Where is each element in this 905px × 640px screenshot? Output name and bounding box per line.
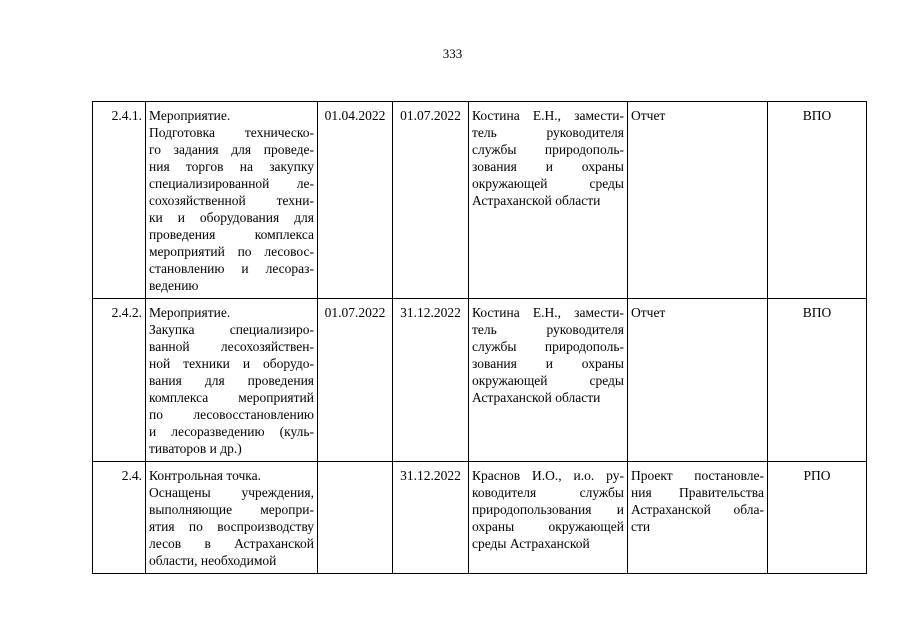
result-document-line: сти (631, 519, 651, 534)
result-document-line: Проект постановле- (631, 468, 764, 483)
item-description-line: ванной лесохозяйствен- (149, 339, 314, 354)
responsible-person (469, 102, 628, 299)
result-document (628, 299, 768, 462)
responsible-person-line: ководителя службы (472, 485, 624, 500)
responsible-person (469, 462, 628, 574)
end-date (393, 299, 469, 462)
table-row (93, 102, 867, 299)
item-number-text: 2.4.1. (111, 108, 142, 123)
item-description-line: ятия по воспроизводству (149, 519, 314, 534)
control-level-text: ВПО (802, 305, 832, 320)
responsible-person-line: зования и охраны (472, 356, 624, 371)
item-description-line: тиваторов и др.) (149, 441, 242, 456)
responsible-person-line: службы природополь- (472, 339, 624, 354)
result-document (628, 462, 768, 574)
control-level (768, 462, 867, 574)
start-date (318, 299, 393, 462)
item-description-line: специализированной ле- (149, 176, 314, 191)
item-description-line: выполняющие меропри- (149, 502, 314, 517)
end-date (393, 462, 469, 574)
result-document (628, 102, 768, 299)
item-title: Мероприятие. (149, 305, 231, 320)
item-number (93, 462, 146, 574)
responsible-person-line: тель руководителя (472, 322, 624, 337)
item-number (93, 102, 146, 299)
item-description-line: ки и оборудования для (149, 210, 314, 225)
end-date-text: 01.07.2022 (400, 108, 461, 123)
item-number-text: 2.4.2. (111, 305, 142, 320)
item-description-line: мероприятий по лесовос- (149, 244, 314, 259)
control-level (768, 102, 867, 299)
item-description-line: проведения комплекса (149, 227, 314, 242)
end-date-text: 31.12.2022 (400, 305, 461, 320)
table-row (93, 462, 867, 574)
control-level (768, 299, 867, 462)
item-description-line: вания для проведения (149, 373, 314, 388)
item-description-line: ведению (149, 278, 199, 293)
responsible-person (469, 299, 628, 462)
result-document-line: ния Правительства (631, 485, 764, 500)
responsible-person-line: тель руководителя (472, 125, 624, 140)
control-level-text: ВПО (802, 108, 832, 123)
responsible-person-line: Астраханской области (472, 193, 601, 208)
item-description-line: ния торгов на закупку (149, 159, 314, 174)
responsible-person-line: Костина Е.Н., замести- (472, 305, 624, 320)
control-level-text: РПО (803, 468, 831, 483)
item-description (146, 102, 318, 299)
item-description-line: становлению и лесораз- (149, 261, 314, 276)
responsible-person-line: Костина Е.Н., замести- (472, 108, 624, 123)
plan-table (92, 101, 867, 574)
responsible-person-line: Астраханской области (472, 390, 601, 405)
start-date-text: 01.04.2022 (324, 108, 386, 123)
item-description-line: по лесовосстановлению (149, 407, 314, 422)
end-date-text: 31.12.2022 (400, 468, 461, 483)
item-description-line: и лесоразведению (куль- (149, 424, 314, 439)
item-description-line: Закупка специализиро- (149, 322, 314, 337)
page-number: 333 (442, 46, 463, 61)
item-title: Мероприятие. (149, 108, 231, 123)
table-row (93, 299, 867, 462)
item-description-line: сохозяйственной техни- (149, 193, 314, 208)
item-description-line: го задания для проведе- (149, 142, 314, 157)
item-description-line: лесов в Астраханской (149, 536, 314, 551)
item-number-text: 2.4. (121, 468, 142, 483)
item-number (93, 299, 146, 462)
responsible-person-line: Краснов И.О., и.о. ру- (472, 468, 624, 483)
end-date (393, 102, 469, 299)
start-date (318, 102, 393, 299)
item-description (146, 299, 318, 462)
item-description-line: комплекса мероприятий (149, 390, 314, 405)
responsible-person-line: окружающей среды (472, 176, 624, 191)
result-document-line: Отчет (631, 305, 666, 320)
item-description-line: Подготовка техническо- (149, 125, 314, 140)
responsible-person-line: окружающей среды (472, 373, 624, 388)
responsible-person-line: природопользования и (472, 502, 624, 517)
start-date (318, 462, 393, 574)
item-title: Контрольная точка. (149, 468, 262, 483)
item-description-line: ной техники и оборудо- (149, 356, 314, 371)
start-date-text: 01.07.2022 (324, 305, 386, 320)
responsible-person-line: охраны окружающей (472, 519, 624, 534)
responsible-person-line: среды Астраханской (472, 536, 590, 551)
responsible-person-line: службы природополь- (472, 142, 624, 157)
result-document-line: Отчет (631, 108, 666, 123)
item-description-line: области, необходимой (149, 553, 277, 568)
item-description (146, 462, 318, 574)
result-document-line: Астраханской обла- (631, 502, 764, 517)
responsible-person-line: зования и охраны (472, 159, 624, 174)
item-description-line: Оснащены учреждения, (149, 485, 314, 500)
